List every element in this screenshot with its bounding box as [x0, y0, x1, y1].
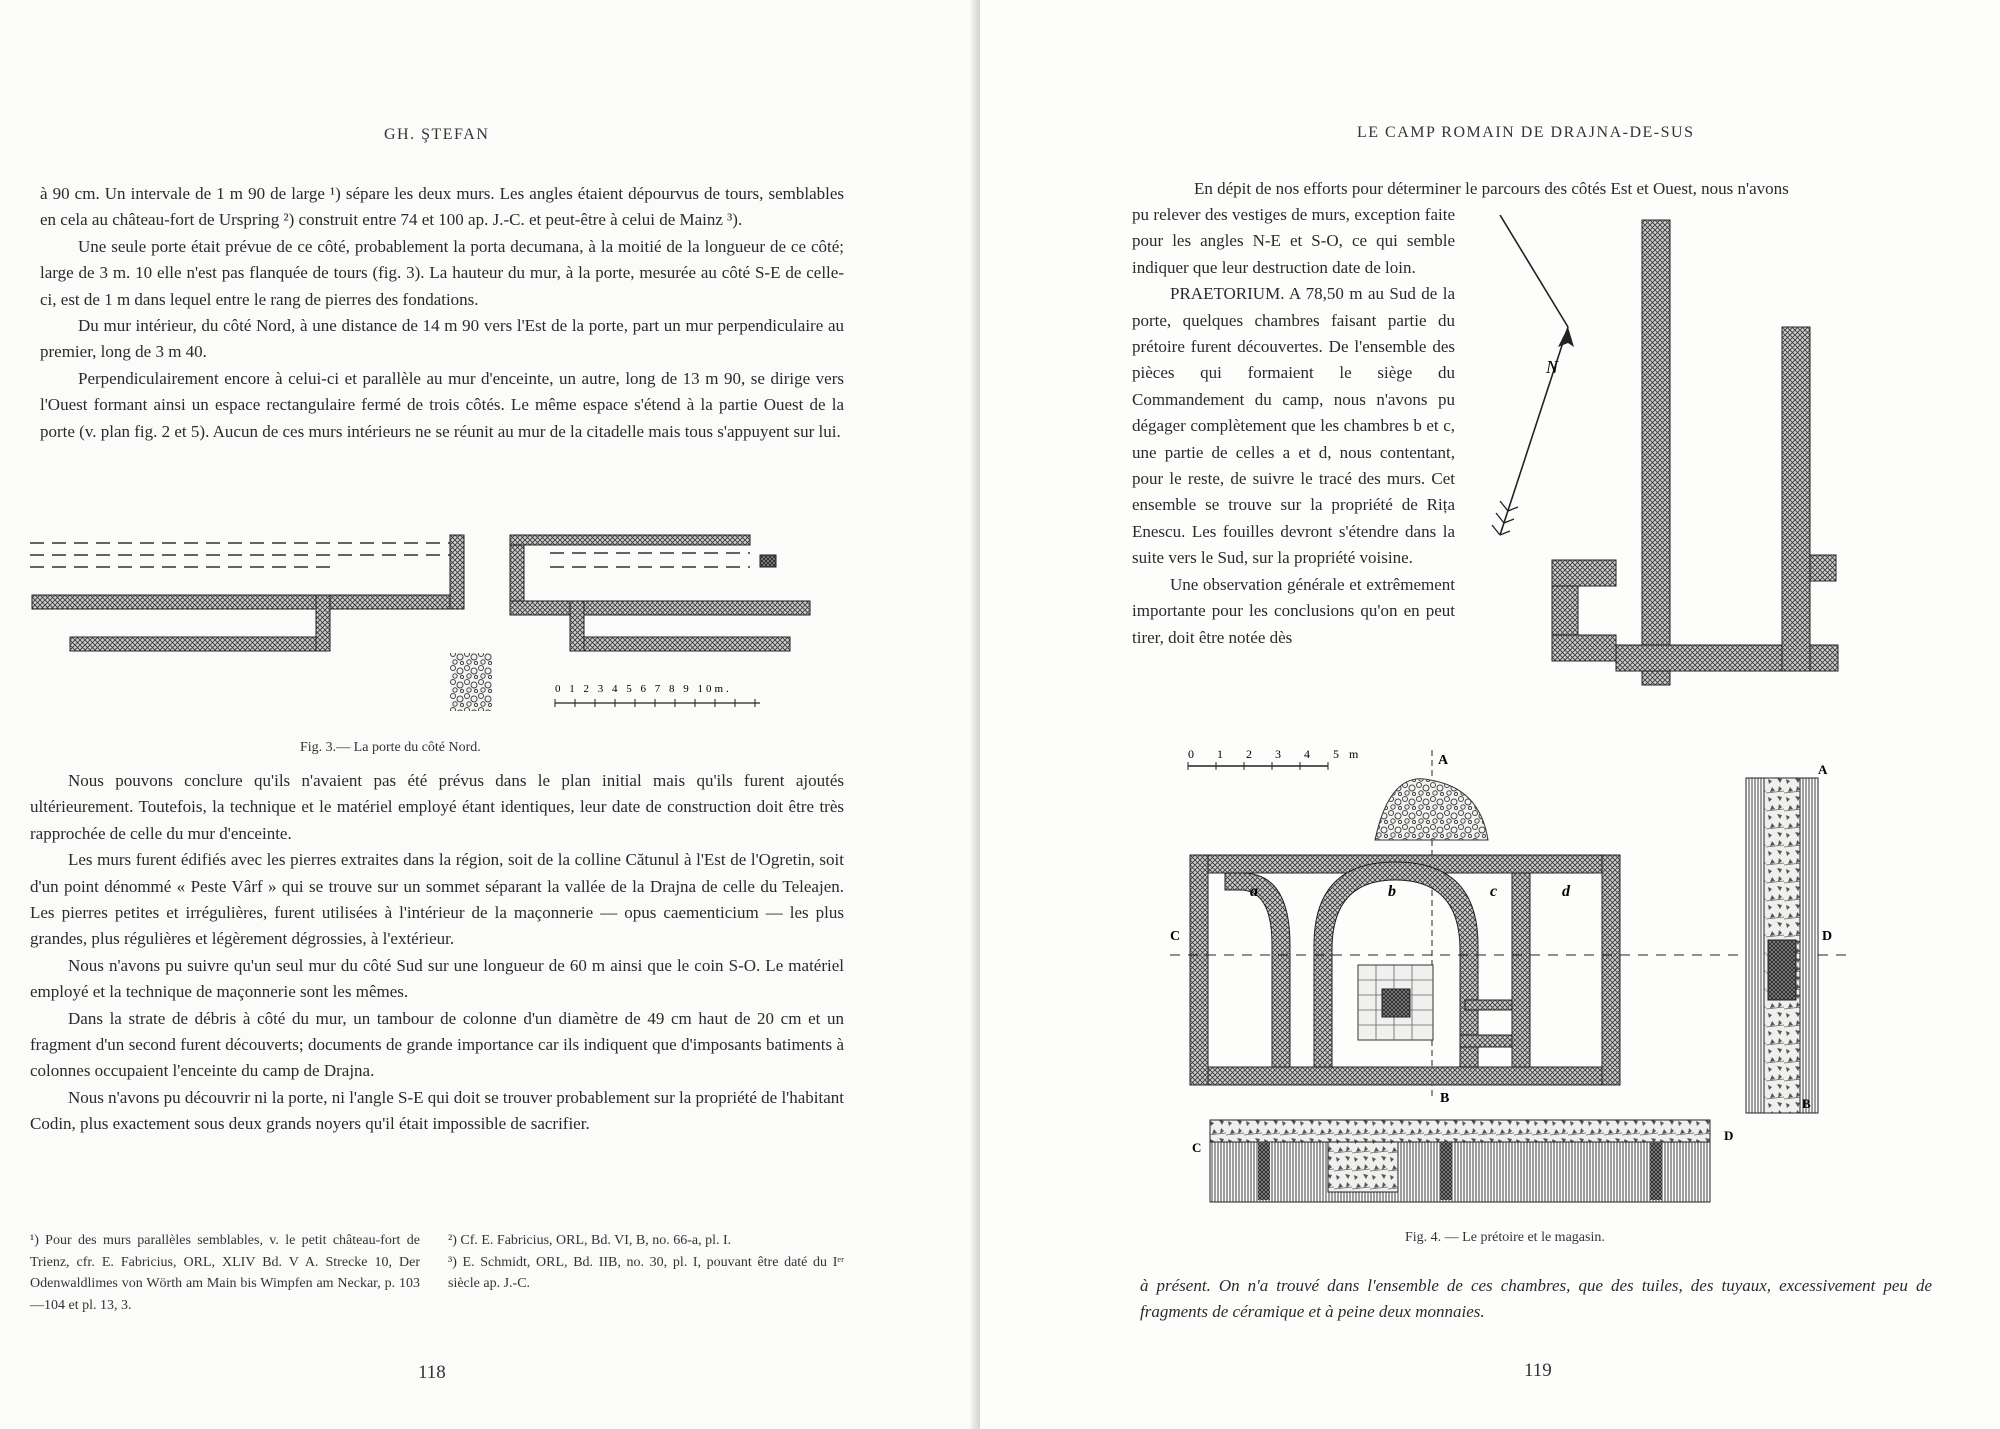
right-page	[980, 0, 2000, 1429]
figure-4-plan-top	[1460, 215, 1960, 715]
page-number-right: 119	[1524, 1360, 1552, 1381]
paragraph: Dans la strate de débris à côté du mur, un tambour de colonne d'un diamètre de 49 cm haut de 20 cm et un fragment d'un second furent découverts; documents de grande importance car ils indiquent que d'imposants batiments à colonnes occupaient l'enceinte du camp de Drajna.	[30, 1008, 844, 1081]
figure-4-plan-rooms	[1010, 740, 1970, 1230]
section-label-a: A	[1438, 753, 1449, 768]
paragraph: Du mur intérieur, du côté Nord, à une distance de 14 m 90 vers l'Est de la porte, part un mur perpendiculaire au premier, long de 3 m 40.	[40, 316, 844, 362]
paragraph: pu relever des vestiges de murs, exception faite pour les angles N-E et S-O, ce qui semble indiquer que leur destruction date de loin.	[1132, 205, 1455, 277]
fig4-scale-label: 0 1 2 3 4 5m	[1188, 747, 1369, 761]
north-label: N	[1546, 357, 1559, 377]
running-header-right: LE CAMP ROMAIN DE DRAJNA-DE-SUS	[1357, 124, 1695, 141]
scale-label: 0 1 2 3 4 5 6 7 8 9 10m.	[555, 683, 732, 695]
room-label-d: d	[1562, 883, 1570, 900]
section-label-d: D	[1822, 929, 1833, 944]
paragraph: Une observation générale et extrêmement importante pour les conclusions qu'on en peut tirer, doit être notée dès	[1132, 574, 1455, 647]
paragraph: Les murs furent édifiés avec les pierres extraites dans la région, soit de la colline Cătunul à l'Est de l'Ogretin, soit d'un point dénommé « Peste Vârf » qui se trouve sur un sommet séparant la vallée de la Drajna de celle du Teleajen. Les pierres petites et irrégulières, furent utilisées à l'intérieur de la maçonnerie — opus caementicium — les plus grandes, plus régulières et légèrement dégrossies, à l'extérieur.	[30, 850, 844, 949]
paragraph: Perpendiculairement encore à celui-ci et parallèle au mur d'enceinte, un autre, long de 13 m 90, se dirige vers l'Ouest formant ainsi un espace rectangulaire fermé de trois côtés. Le même espace s'étend à la partie Ouest de la porte (v. plan fig. 2 et 5). Aucun de ces murs intérieurs ne se réunit au mur de la citadelle mais tous s'appuyent sur lui.	[40, 368, 844, 441]
paragraph: PRAETORIUM. A 78,50 m au Sud de la porte, quelques chambres faisant partie du prétoire furent découvertes. De l'ensemble des pièces qui formaient le siège du Commandement du camp, nous n'avons pu dégager complètement que les chambres b et c, une partie de celles a et d, nous contentant, pour le reste, de suivre le tracé des murs. Cet ensemble se trouve sur la propriété de Rița Enescu. Les fouilles devront s'étendre dans la suite vers le Sud, sur la propriété voisine.	[1132, 284, 1455, 568]
paragraph: à 90 cm. Un intervale de 1 m 90 de large ¹) sépare les deux murs. Les angles étaient dépourvus de tours, semblables en cela au château-fort de Urspring ²) construit entre 74 et 100 ap. J.-C. et peut-être à celui de Mainz ³).	[40, 184, 844, 230]
right-text-column	[1132, 202, 1455, 651]
section-label-c2: C	[1192, 1140, 1202, 1155]
paragraph: Nous n'avons pu découvrir ni la porte, ni l'angle S-E qui doit se trouver probablement sur la propriété de l'habitant Codin, plus exactement sous deux grands noyers qu'il était impossible de sacrifier.	[30, 1087, 844, 1134]
page-number-left: 118	[418, 1362, 446, 1383]
section-label-b2: B	[1802, 1096, 1811, 1111]
room-label-b: b	[1388, 883, 1396, 900]
left-body-bottom	[30, 768, 844, 1138]
left-body-top	[40, 181, 844, 445]
running-header-left: GH. ŞTEFAN	[384, 126, 490, 143]
room-label-c: c	[1490, 883, 1498, 900]
section-label-a2: A	[1818, 762, 1828, 777]
paragraph: Nous n'avons pu suivre qu'un seul mur du côté Sud sur une longueur de 60 m ainsi que le coin S-O. Le matériel employé et la technique de maçonnerie sont les mêmes.	[30, 955, 844, 1002]
section-label-b: B	[1440, 1091, 1450, 1106]
room-label-a: a	[1250, 883, 1258, 900]
left-page	[0, 0, 980, 1429]
section-label-c: C	[1170, 929, 1181, 944]
footnote-2: ²) Cf. E. Fabricius, ORL, Bd. VI, B, no. 66-a, pl. I.	[448, 1233, 732, 1248]
section-label-d2: D	[1724, 1128, 1734, 1143]
right-closing-text: à présent. On n'a trouvé dans l'ensemble de ces chambres, que des tuiles, des tuyaux, excessivement peu de fragments de céramique et à peine deux monnaies.	[1140, 1276, 1932, 1322]
figure-3-plan	[30, 525, 850, 735]
figure-4-caption: Fig. 4. — Le prétoire et le magasin.	[1405, 1230, 1605, 1245]
paragraph: Nous pouvons conclure qu'ils n'avaient pas été prévus dans le plan initial mais qu'ils furent ajoutés ultérieurement. Toutefois, la technique et le matériel employé étant identiques, leur date de construction doit être très rapprochée de celle du mur d'enceinte.	[30, 771, 844, 843]
right-first-line: En dépit de nos efforts pour déterminer le parcours des côtés Est et Ouest, nous n'avons	[1194, 179, 1789, 198]
paragraph: Une seule porte était prévue de ce côté, probablement la porta decumana, à la moitié de la longueur de ce côté; large de 3 m. 10 elle n'est pas flanquée de tours (fig. 3). La hauteur du mur, à la porte, mesurée au côté S-E de celle-ci, est de 1 m dans lequel entre le rang de pierres des fondations.	[40, 236, 844, 309]
footnote-1: ¹) Pour des murs parallèles semblables, v. le petit château-fort de Trienz, cfr. E. Fabricius, ORL, XLIV Bd. V A. Strecke 10, Der Odenwaldlimes von Wörth am Main bis Wimpfen am Neckar, p. 103—104 et pl. 13, 3.	[30, 1233, 420, 1313]
footnotes-2-3	[448, 1230, 844, 1295]
footnote-3: ³) E. Schmidt, ORL, Bd. IIB, no. 30, pl. I, pouvant être daté du Iᵉʳ siècle ap. J.-C.	[448, 1254, 844, 1291]
figure-3-caption: Fig. 3.— La porte du côté Nord.	[300, 740, 481, 755]
